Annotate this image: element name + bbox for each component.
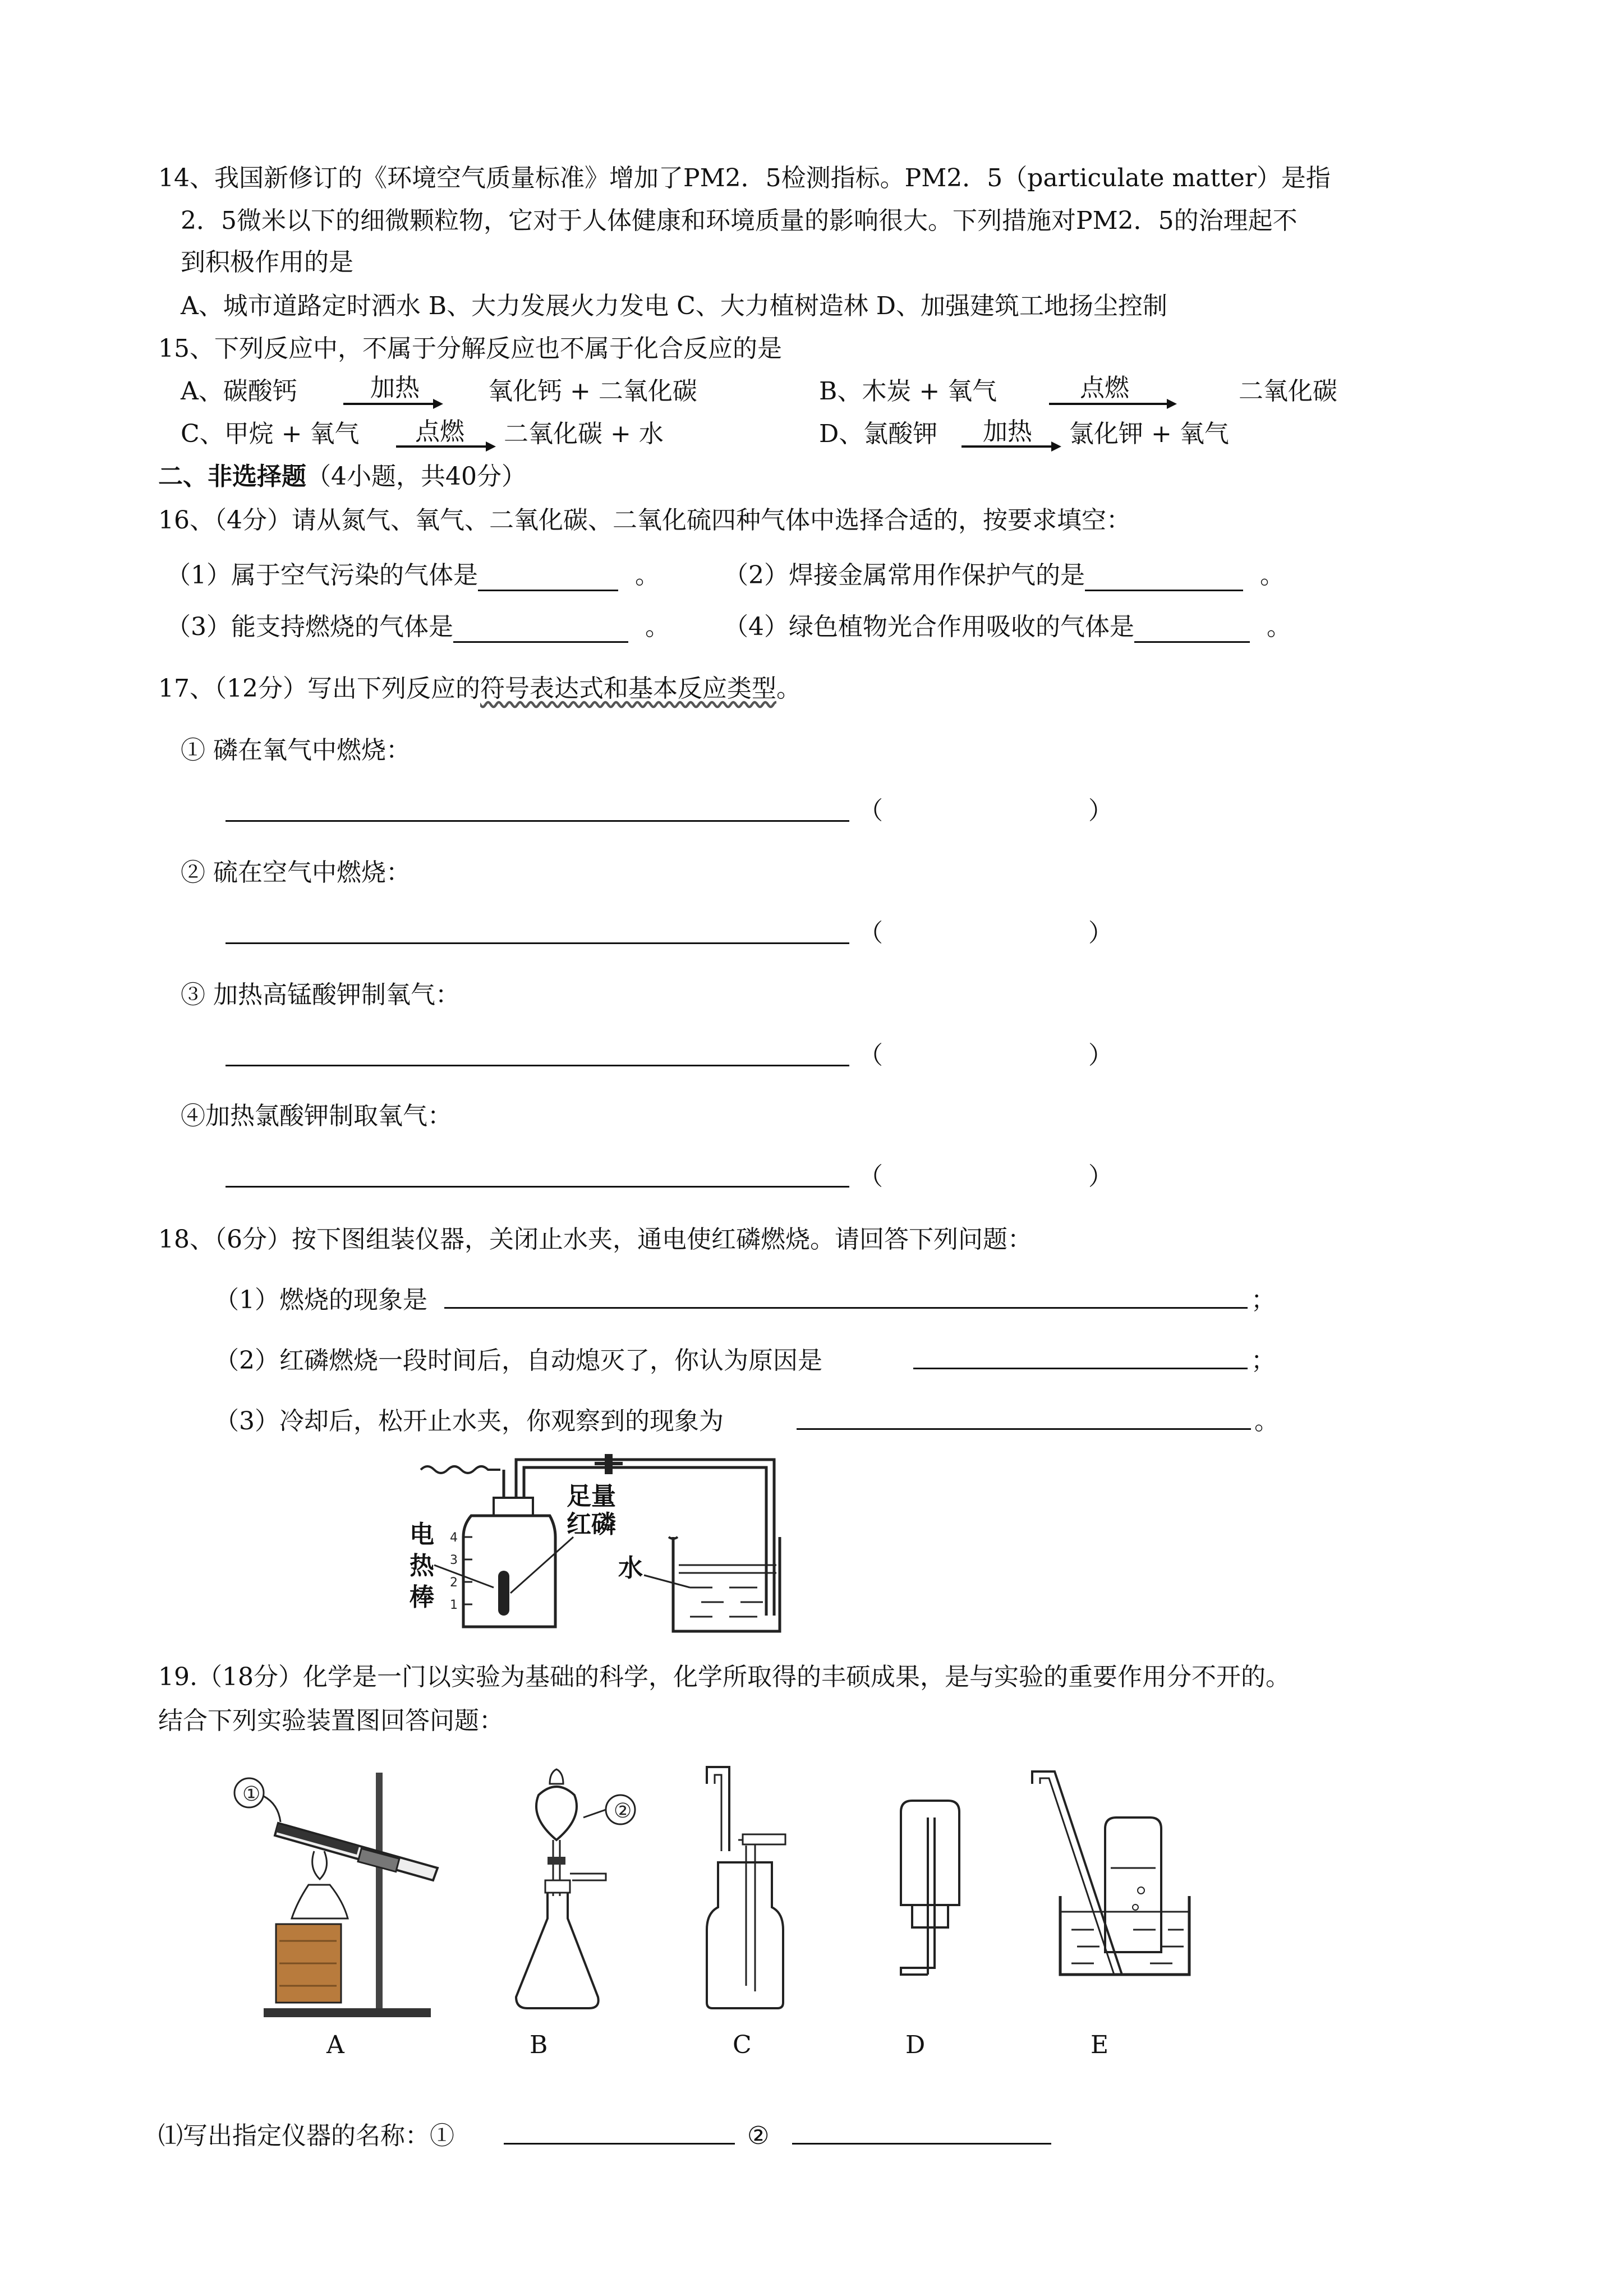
q17-rparen-1: ） <box>1088 797 1113 825</box>
q15-d-arrow <box>961 440 1062 453</box>
q14-options: A、城市道路定时洒水 B、大力发展火力发电 C、大力植树造林 D、加强建筑工地扬尘控制 <box>181 292 1168 320</box>
q17-item-4: ④加热氯酸钾制取氧气： <box>181 1102 452 1130</box>
q17-answer-line-3[interactable] <box>226 1065 849 1066</box>
q17-lparen-2: （ <box>858 919 883 947</box>
alcohol-lamp-icon <box>292 1885 348 1918</box>
q18-p1: （1）燃烧的现象是 <box>214 1286 427 1314</box>
q17-answer-line-4[interactable] <box>226 1186 849 1188</box>
q19-line1: 19.（18分）化学是一门以实验为基础的科学，化学所取得的丰硕成果，是与实验的重要作用分不开的。 <box>158 1663 1290 1691</box>
q17-item-3: ③ 加热高锰酸钾制氧气： <box>181 981 460 1009</box>
q15-a-condition: 加热 <box>370 374 420 402</box>
q16-p4-blank[interactable] <box>1134 615 1250 643</box>
gas-bottle-icon <box>707 1862 783 2008</box>
q15-d-right: 氯化钾 + 氧气 <box>1069 420 1229 448</box>
q16-p1-end: 。 <box>635 561 660 590</box>
q15-a-arrow <box>343 397 444 411</box>
q18-p3-blank[interactable] <box>797 1428 1251 1430</box>
q16-p3-blank[interactable] <box>453 615 628 643</box>
q16-p4 <box>724 611 1291 643</box>
q14-line2: 2．5微米以下的细微颗粒物，它对于人体健康和环境质量的影响很大。下列措施对PM2．5的治理起不 <box>181 206 1298 235</box>
q19-line2: 结合下列实验装置图回答问题： <box>158 1706 504 1735</box>
q18-p2-end: ； <box>1251 1346 1276 1375</box>
apparatus-label-e: E <box>1091 2031 1109 2059</box>
q16-stem: 16、（4分）请从氮气、氧气、二氧化碳、二氧化硫四种气体中选择合适的，按要求填空： <box>158 506 1131 535</box>
q16-p2-end: 。 <box>1260 561 1285 590</box>
q16-p1-blank[interactable] <box>478 564 618 591</box>
q16-p3 <box>166 611 670 643</box>
apparatus-b-figure <box>494 1761 673 2019</box>
tick-4: 4 <box>450 1531 458 1545</box>
q18-p1-end: ； <box>1251 1286 1276 1314</box>
q15-c-left: C、甲烷 + 氧气 <box>181 420 360 448</box>
q17-stem <box>158 673 801 705</box>
q15-a-right: 氧化钙 + 二氧化碳 <box>488 377 697 406</box>
label-rod-2: 热 <box>410 1552 434 1580</box>
q19-sub1-blank-2[interactable] <box>792 2143 1051 2145</box>
q15-d-condition: 加热 <box>983 417 1032 446</box>
q18-p1-blank[interactable] <box>444 1307 1248 1309</box>
q16-p3-end: 。 <box>645 613 670 641</box>
q17-stem-c: 。 <box>776 674 801 703</box>
q16-p2 <box>724 560 1285 591</box>
section2-title: 二、非选择题 <box>158 462 306 491</box>
q15-a-left: A、碳酸钙 <box>181 377 297 406</box>
q18-apparatus-figure <box>410 1453 791 1638</box>
q15-b-right: 二氧化碳 <box>1239 377 1337 406</box>
q15-c-condition: 点燃 <box>415 417 464 446</box>
q17-lparen-3: （ <box>858 1041 883 1070</box>
apparatus-e-figure <box>1021 1761 1206 1986</box>
q18-p3-end: 。 <box>1254 1407 1279 1435</box>
label-phosphorus-1: 足量 <box>567 1482 616 1511</box>
q17-stem-a: 17、（12分）写出下列反应的 <box>158 674 480 703</box>
tick-3: 3 <box>450 1553 458 1567</box>
q18-stem: 18、（6分）按下图组装仪器，关闭止水夹，通电使红磷燃烧。请回答下列问题： <box>158 1225 1032 1254</box>
label-rod-3: 棒 <box>410 1583 434 1612</box>
section2-note: （4小题，共40分） <box>306 462 526 491</box>
label-rod-1: 电 <box>410 1520 434 1549</box>
q19-sub1-blank-1[interactable] <box>504 2143 735 2145</box>
apparatus-label-a: A <box>326 2031 344 2059</box>
q14-line1: 14、我国新修订的《环境空气质量标准》增加了PM2．5检测指标。PM2．5（particulate matter）是指 <box>158 164 1331 192</box>
q16-p2-text: （2）焊接金属常用作保护气的是 <box>724 561 1085 590</box>
q15-c-right: 二氧化碳 + 水 <box>504 420 664 448</box>
label-water: 水 <box>618 1554 643 1582</box>
q15-stem: 15、下列反应中，不属于分解反应也不属于化合反应的是 <box>158 334 782 363</box>
q15-b-left: B、木炭 + 氧气 <box>819 377 997 406</box>
q15-b-arrow <box>1049 397 1178 411</box>
q14-line3: 到积极作用的是 <box>181 248 353 277</box>
q18-wire <box>421 1466 500 1473</box>
q17-lparen-4: （ <box>858 1162 883 1191</box>
section2-heading <box>158 461 526 493</box>
mark-1: ① <box>242 1783 261 1806</box>
apparatus-c-figure <box>696 1761 808 2019</box>
inverted-bottle-icon <box>901 1801 959 1905</box>
beaker-icon <box>673 1537 780 1631</box>
q17-answer-line-2[interactable] <box>226 942 849 944</box>
q19-sub1-mark2: ② <box>747 2122 770 2150</box>
flask-icon <box>463 1516 555 1627</box>
tick-1: 1 <box>450 1598 458 1612</box>
apparatus-d-figure <box>886 1761 976 2019</box>
q15-b-condition: 点燃 <box>1080 374 1129 402</box>
q16-p4-text: （4）绿色植物光合作用吸收的气体是 <box>724 613 1134 641</box>
q16-p2-blank[interactable] <box>1085 564 1243 591</box>
tick-2: 2 <box>450 1576 458 1590</box>
q16-p4-end: 。 <box>1267 613 1291 641</box>
q17-rparen-3: ） <box>1088 1041 1113 1070</box>
q16-p3-text: （3）能支持燃烧的气体是 <box>166 613 453 641</box>
label-phosphorus-2: 红磷 <box>567 1510 616 1539</box>
gas-jar-icon <box>1105 1818 1161 1952</box>
q15-d-left: D、氯酸钾 <box>819 420 938 448</box>
apparatus-label-c: C <box>733 2031 752 2059</box>
q17-rparen-4: ） <box>1088 1162 1113 1191</box>
apparatus-label-b: B <box>530 2031 548 2059</box>
q15-c-arrow <box>396 440 497 453</box>
q16-p1-text: （1）属于空气污染的气体是 <box>166 561 478 590</box>
q17-answer-line-1[interactable] <box>226 820 849 822</box>
mark-2: ② <box>614 1800 632 1823</box>
q16-p1 <box>166 560 660 591</box>
q19-sub1: ⑴写出指定仪器的名称：① <box>158 2122 454 2150</box>
separatory-funnel-icon <box>536 1787 577 1840</box>
q17-item-2: ② 硫在空气中燃烧： <box>181 858 411 887</box>
q17-lparen-1: （ <box>858 797 883 825</box>
q18-p2: （2）红磷燃烧一段时间后，自动熄灭了，你认为原因是 <box>214 1346 822 1375</box>
q18-p2-blank[interactable] <box>913 1368 1248 1369</box>
conical-flask-icon <box>516 1893 599 2008</box>
apparatus-label-d: D <box>905 2031 926 2059</box>
q17-stem-b: 符号表达式和基本反应类型 <box>480 674 776 703</box>
apparatus-a-figure <box>224 1761 460 2019</box>
q17-rparen-2: ） <box>1088 919 1113 947</box>
q18-p3: （3）冷却后，松开止水夹，你观察到的现象为 <box>214 1407 724 1435</box>
q17-item-1: ① 磷在氧气中燃烧： <box>181 736 411 765</box>
